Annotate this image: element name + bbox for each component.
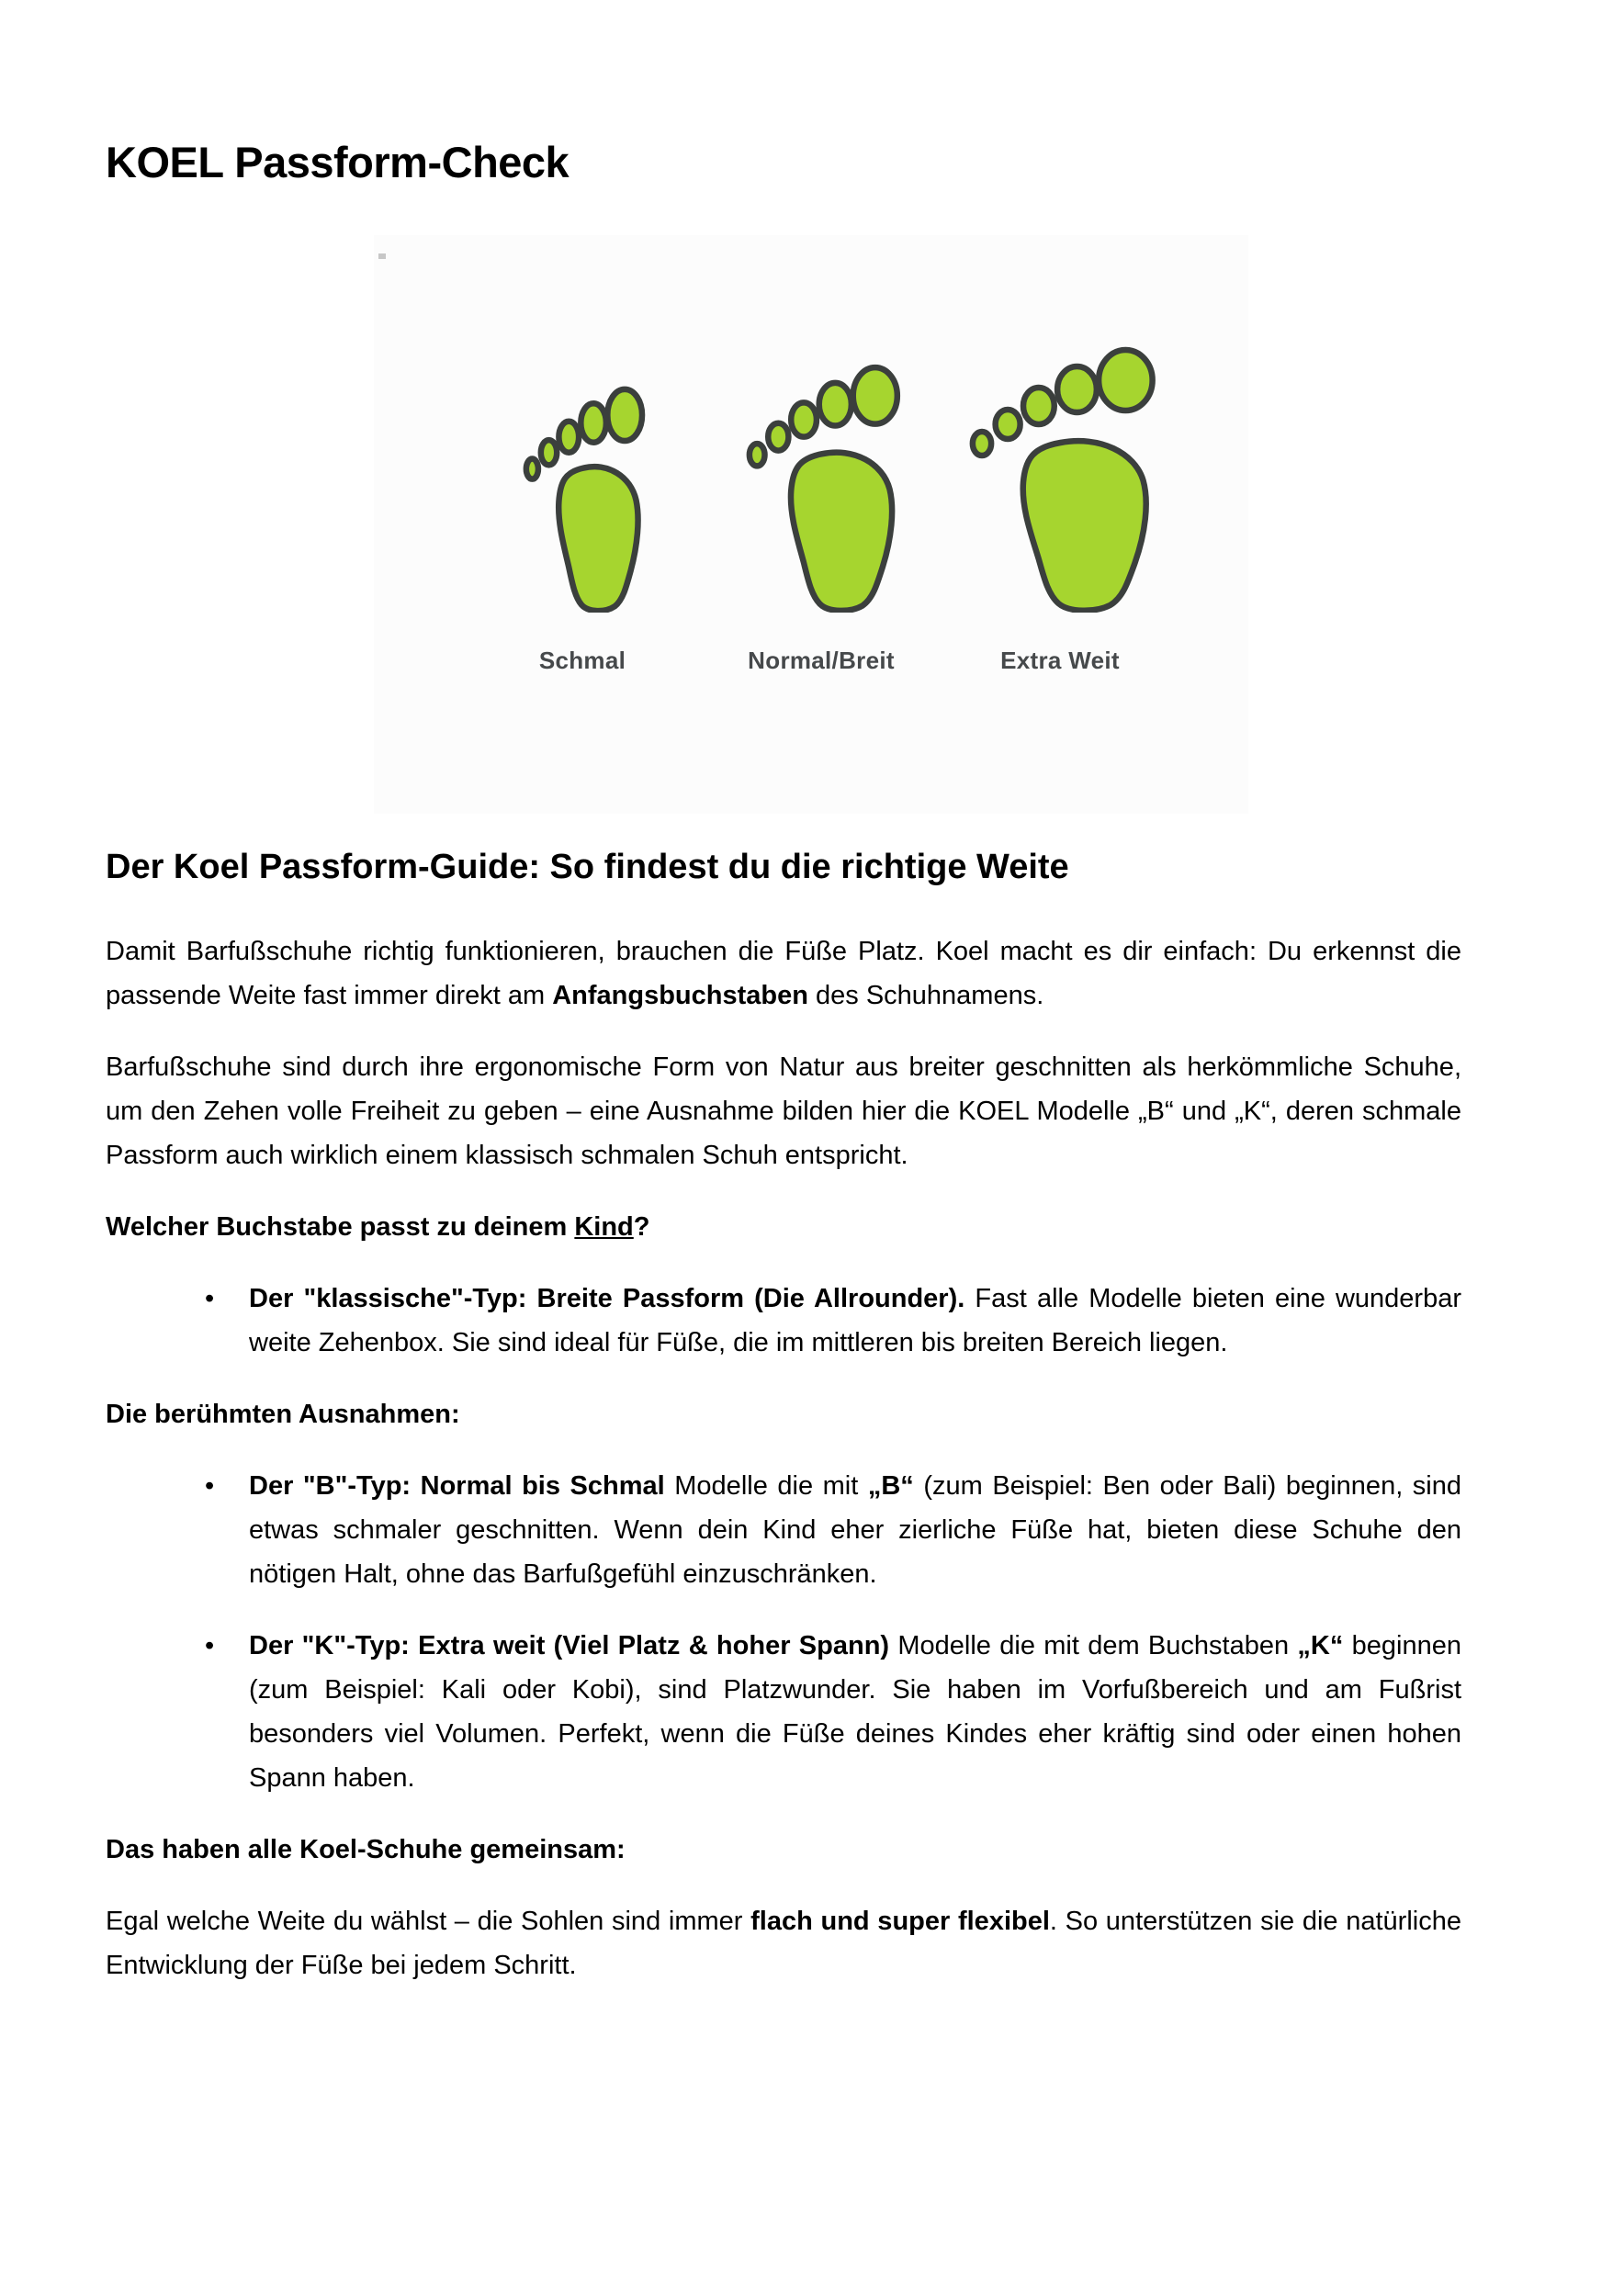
subheading-welcher-buchstabe: Welcher Buchstabe passt zu deinem Kind? [106,1212,650,1242]
bullet-icon: • [205,1284,215,1313]
intro-paragraph: Damit Barfußschuhe richtig funktionieren, brauchen die Füße Platz. Koel macht es dir einfach: Du erkennst die passende Weite fast immer direkt am Anfangsbuchstaben des Schuhnamens. [106,937,1461,1010]
guide-section-heading: Der Koel Passform-Guide: So findest du die richtige Weite [106,848,1069,886]
footprint-normal-image [737,355,907,613]
bullet-icon: • [205,1471,215,1501]
footprint-schmal-svg [516,378,649,613]
list-item-text: Der "K"-Typ: Extra weit (Viel Platz & hoher Spann) Modelle die mit dem Buchstaben „K“ beginnen (zum Beispiel: Kali oder Kobi), sind Platzwunder. Sie haben im Vorfußbereich und am Fußrist besonders viel Volumen. Perfekt, wenn die Füße deines Kindes eher kräftig sind oder einen hohen Spann haben. [249,1631,1462,1793]
list-item-text: Der "klassische"-Typ: Breite Passform (Die Allrounder). Fast alle Modelle bieten eine wunderbar weite Zehenbox. Sie sind ideal für Füße, die im mittleren bis breiten Bereich liegen. [249,1284,1461,1357]
image-artifact-mark [378,253,386,259]
bullet-list-klassisch [106,1277,1461,1365]
footprint-extraweit-image [957,337,1164,613]
footwidth-figure [374,235,1248,814]
bullet-list-ausnahmen [106,1464,1461,1800]
ergonomic-paragraph: Barfußschuhe sind durch ihre ergonomische Form von Natur aus breiter geschnitten als herkömmliche Schuhe, um den Zehen volle Freiheit zu geben – eine Ausnahme bilden hier die KOEL Modelle „B“ und „K“, deren schmale Passform auch wirklich einem klassisch schmalen Schuh entspricht. [106,1052,1461,1170]
subheading-gemeinsam: Das haben alle Koel-Schuhe gemeinsam: [106,1835,626,1864]
sole-paragraph: Egal welche Weite du wählst – die Sohlen sind immer flach und super flexibel. So unterstützen sie die natürliche Entwicklung der Füße bei jedem Schritt. [106,1907,1461,1980]
list-item-k-typ [106,1624,1461,1800]
page-title: KOEL Passform-Check [106,138,570,186]
footprint-normal-svg [737,355,907,613]
footprint-schmal-image [516,378,649,613]
label-extra-weit: Extra Weit [1000,647,1120,674]
label-schmal: Schmal [538,647,626,674]
footprint-extraweit-svg [957,337,1164,613]
label-normal-breit: Normal/Breit [748,647,895,674]
list-item-b-typ [106,1464,1461,1596]
bullet-icon: • [205,1631,215,1660]
list-item-text: Der "B"-Typ: Normal bis Schmal Modelle die mit „B“ (zum Beispiel: Ben oder Bali) beginnen, sind etwas schmaler geschnitten. Wenn dein Kind eher zierliche Füße hat, bieten diese Schuhe den nötigen Halt, ohne das Barfußgefühl einzuschränken. [249,1471,1462,1589]
list-item-klassische-typ [106,1277,1461,1365]
subheading-ausnahmen: Die berühmten Ausnahmen: [106,1400,460,1429]
